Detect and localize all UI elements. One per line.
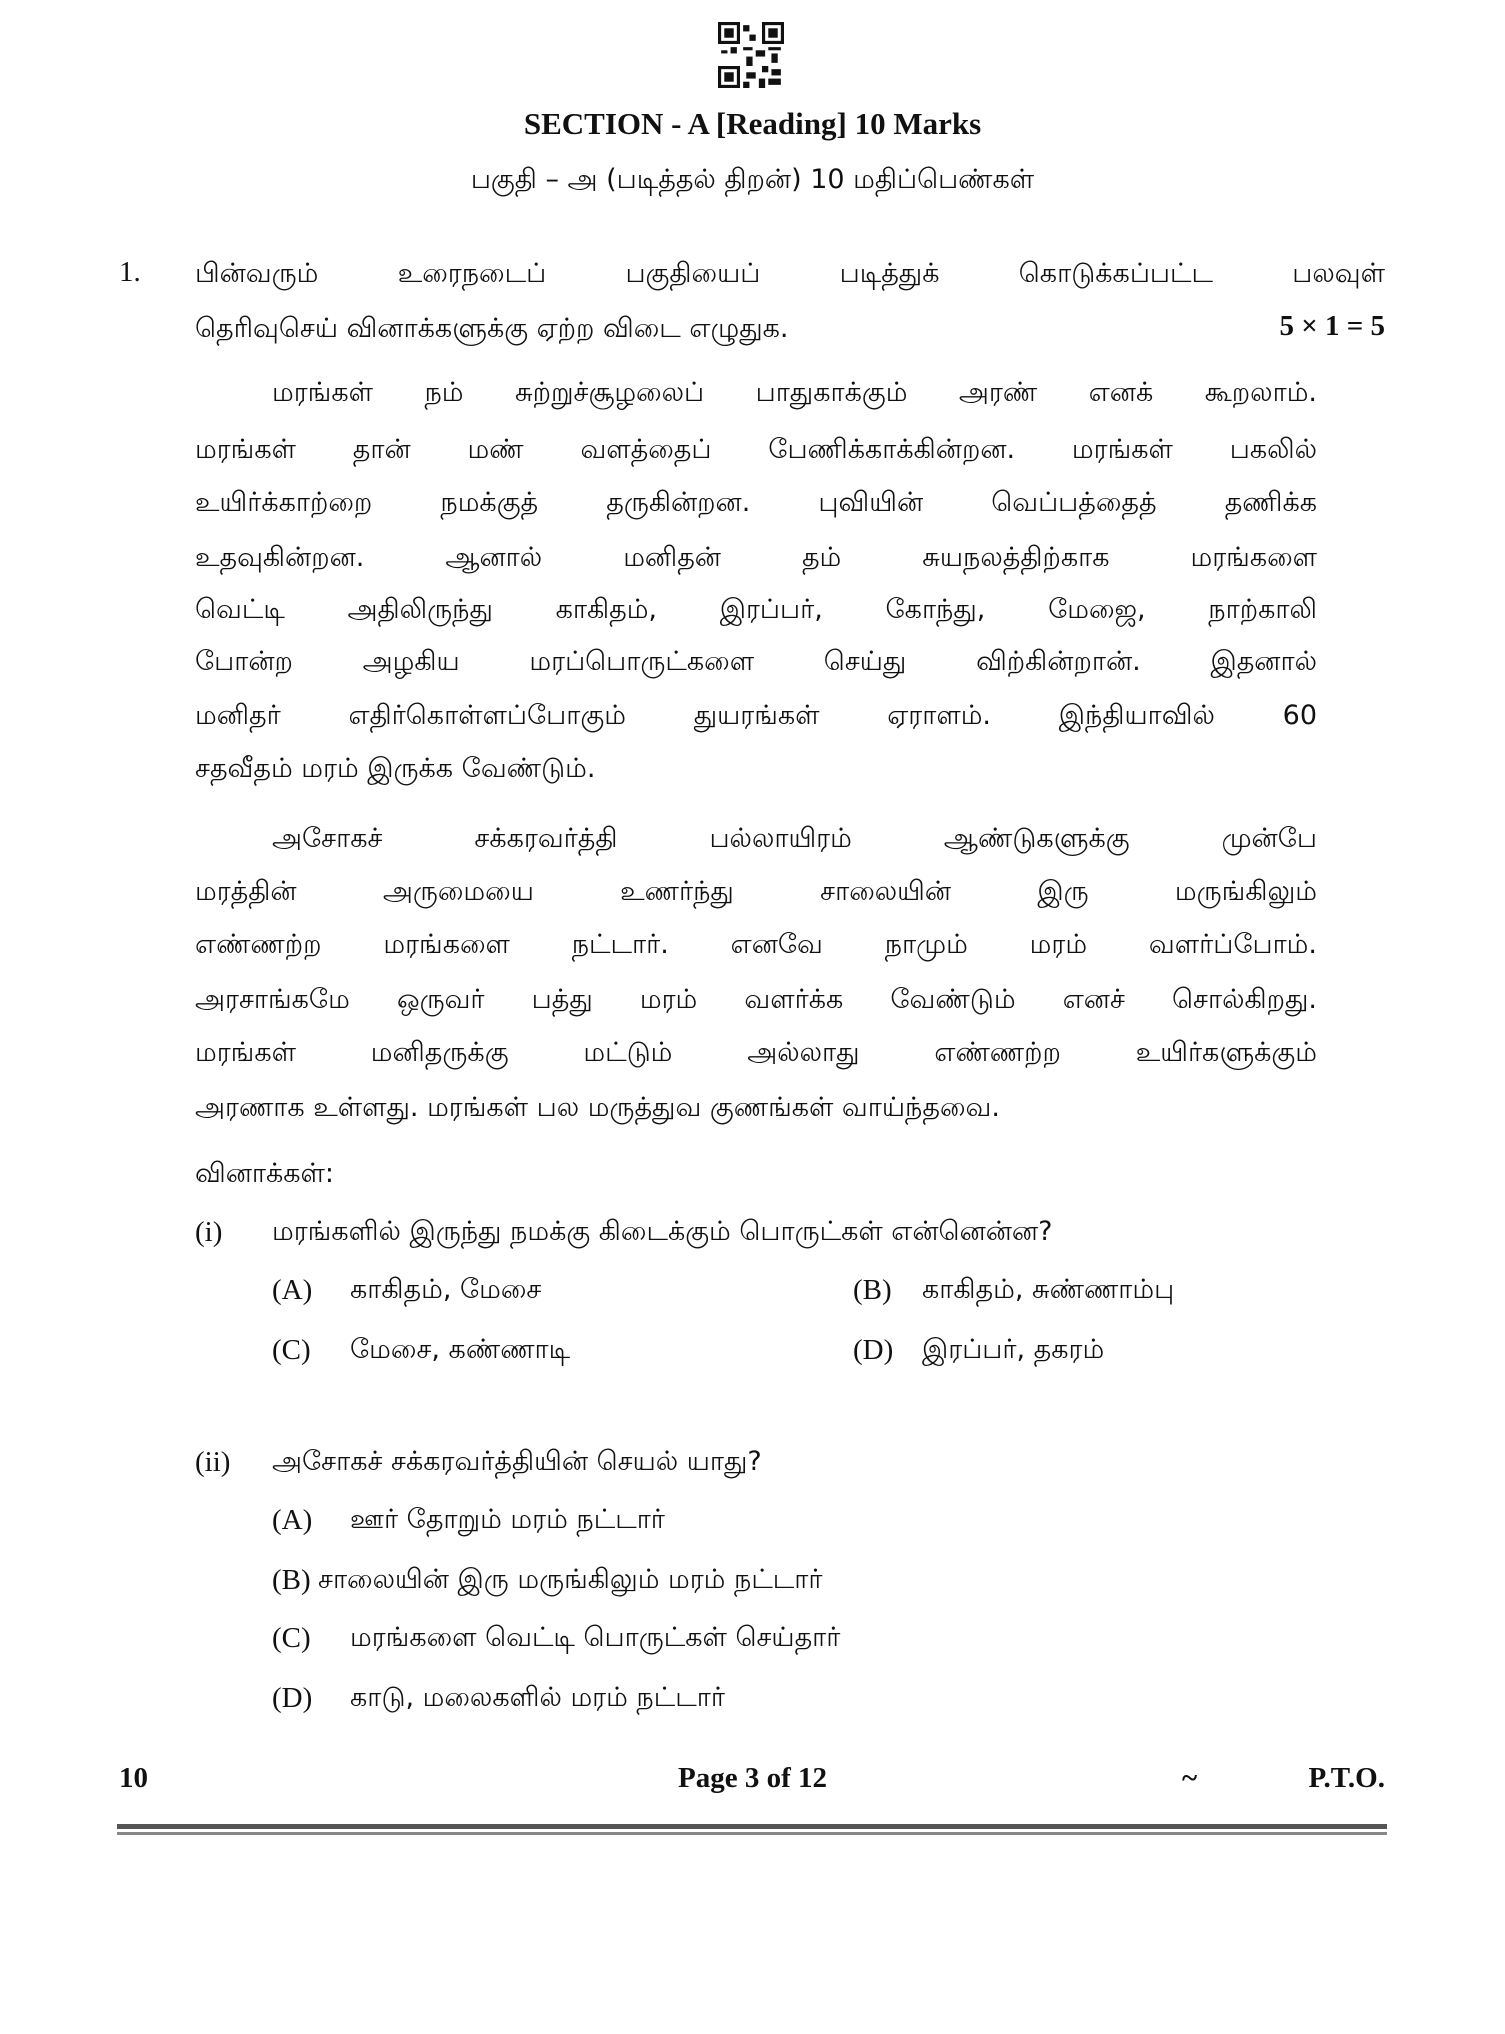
footer-rule [117,1824,1387,1829]
option-label: (D) [853,1334,894,1366]
passage-line: அரணாக உள்ளது. மரங்கள் பல மருத்துவ குணங்கள் வாய்ந்தவை. [195,1092,1000,1123]
option-label: (C) [272,1622,311,1654]
option-label: (C) [272,1334,311,1366]
passage-line: மரங்கள் தான் மண் வளத்தைப் பேணிக்காக்கின்றன. மரங்கள் பகலில் [195,434,1317,465]
passage-line: மரங்கள் மனிதருக்கு மட்டும் அல்லாது எண்ணற்ற உயிர்களுக்கும் [195,1037,1317,1068]
passage-line: மரங்கள் நம் சுற்றுச்சூழலைப் பாதுகாக்கும் அரண் எனக் கூறலாம். [272,377,1317,408]
section-subtitle: பகுதி – அ (படித்தல் திறன்) 10 மதிப்பெண்கள் [470,164,1035,195]
marks-allocation: 5 × 1 = 5 [1279,310,1385,342]
option-text: சாலையின் இரு மருங்கிலும் மரம் நட்டார் [318,1564,823,1595]
sub-question-number: (ii) [195,1446,231,1478]
option-label: (D) [272,1682,313,1714]
option-label: (B) [853,1274,892,1306]
option-label: (A) [272,1504,313,1536]
section-title: SECTION - A [Reading] 10 Marks [523,106,982,141]
passage-line: உதவுகின்றன. ஆனால் மனிதன் தம் சுயநலத்திற்காக மரங்களை [195,542,1317,573]
passage-line: மனிதர் எதிர்கொள்ளப்போகும் துயரங்கள் ஏராளம். இந்தியாவில் 60 [195,700,1317,731]
option-text: காடு, மலைகளில் மரம் நட்டார் [350,1682,725,1713]
instruction-line: பின்வரும் உரைநடைப் பகுதியைப் படித்துக் கொடுக்கப்பட்ட பலவுள் [195,258,1385,289]
sub-question-text: மரங்களில் இருந்து நமக்கு கிடைக்கும் பொருட்கள் என்னென்ன? [272,1216,1053,1247]
footer-tilde: ~ [1182,1762,1198,1794]
sub-question-number: (i) [195,1216,223,1248]
sub-question-text: அசோகச் சக்கரவர்த்தியின் செயல் யாது? [272,1446,762,1477]
passage-line: போன்ற அழகிய மரப்பொருட்களை செய்து விற்கின்றான். இதனால் [195,646,1317,677]
option-label: (B) [272,1564,311,1596]
option-text: இரப்பர், தகரம் [922,1334,1105,1365]
instruction-line: தெரிவுசெய் வினாக்களுக்கு ஏற்ற விடை எழுதுக. [195,313,789,344]
passage-line: அரசாங்கமே ஒருவர் பத்து மரம் வளர்க்க வேண்டும் எனச் சொல்கிறது. [195,984,1317,1015]
page-number: Page 3 of 12 [678,1762,827,1794]
passage-line: அசோகச் சக்கரவர்த்தி பல்லாயிரம் ஆண்டுகளுக்கு முன்பே [272,823,1317,854]
questions-label: வினாக்கள்: [195,1158,335,1189]
option-text: ஊர் தோறும் மரம் நட்டார் [350,1504,665,1535]
option-text: மேசை, கண்ணாடி [350,1334,571,1365]
passage-line: மரத்தின் அருமையை உணர்ந்து சாலையின் இரு மருங்கிலும் [195,876,1317,907]
pto-label: P.T.O. [1308,1762,1385,1794]
passage-line: சதவீதம் மரம் இருக்க வேண்டும். [195,753,596,784]
option-text: காகிதம், மேசை [350,1274,542,1305]
passage-line: உயிர்க்காற்றை நமக்குத் தருகின்றன. புவியின் வெப்பத்தைத் தணிக்க [195,487,1317,518]
qr-code-icon [718,22,784,88]
option-text: காகிதம், சுண்ணாம்பு [922,1274,1175,1305]
passage-line: வெட்டி அதிலிருந்து காகிதம், இரப்பர், கோந்து, மேஜை, நாற்காலி [195,594,1317,625]
option-text: மரங்களை வெட்டி பொருட்கள் செய்தார் [350,1622,841,1653]
passage-line: எண்ணற்ற மரங்களை நட்டார். எனவே நாமும் மரம் வளர்ப்போம். [195,929,1317,960]
option-label: (A) [272,1274,313,1306]
footer-code: 10 [119,1762,148,1794]
footer-rule [117,1832,1387,1835]
question-number: 1. [119,256,141,288]
